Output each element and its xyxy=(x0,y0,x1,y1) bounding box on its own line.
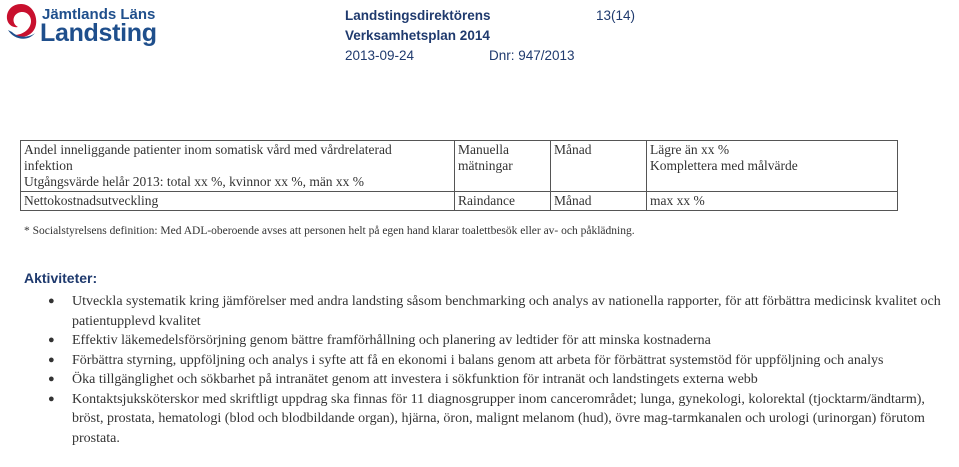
table-row xyxy=(21,141,898,192)
method-cell: Manuella mätningar xyxy=(455,141,551,192)
indicator-cell: Andel inneliggande patienter inom somatisk vård med vårdrelaterad infektion Utgångsvärde helår 2013: total xx %, kvinnor xx %, män xx % xyxy=(21,141,455,192)
bullet-icon: ● xyxy=(48,392,55,405)
bullet-icon: ● xyxy=(48,334,55,346)
header-title: Landstingsdirektörens xyxy=(345,8,491,23)
frequency-cell: Månad xyxy=(551,141,647,192)
list-item: ● Utveckla systematik kring jämförelser med andra landsting såsom benchmarking och analys av nationella rapporter, för att förbättra medicinsk kvalitet och patientupplevd kvalitet xyxy=(48,294,941,329)
logo-swirl-icon xyxy=(4,2,38,42)
header-date: 2013-09-24 xyxy=(345,48,415,63)
target-cell: max xx % xyxy=(647,192,898,211)
bullet-icon: ● xyxy=(48,353,55,366)
method-cell: Raindance xyxy=(455,192,551,211)
activities-title: Aktiviteter: xyxy=(24,270,98,286)
bullet-icon: ● xyxy=(48,373,55,385)
logo-text-line1: Jämtlands Läns xyxy=(42,6,156,23)
logo-text-line2: Landsting xyxy=(40,19,157,47)
list-item: ● Öka tillgänglighet och sökbarhet på intranätet genom att investera i sökfunktion för intranät och landstingets externa webb xyxy=(0,370,959,390)
header-subtitle: Verksamhetsplan 2014 xyxy=(345,28,490,43)
table-row xyxy=(21,192,898,211)
target-cell: Lägre än xx % Komplettera med målvärde xyxy=(647,141,898,192)
header-dnr: Dnr: 947/2013 xyxy=(489,48,575,63)
bullet-icon: ● xyxy=(48,295,55,307)
footnote: * Socialstyrelsens definition: Med ADL-oberoende avses att personen helt på egen hand klarar toalettbesök eller av- och påklädning. xyxy=(24,225,635,237)
list-item: ● Effektiv läkemedelsförsörjning genom bättre framförhållning och planering av ledtider för att minska kostnaderna xyxy=(0,331,959,351)
page-number: 13(14) xyxy=(596,8,636,23)
list-item: ● Förbättra styrning, uppföljning och analys i syfte att få en ekonomi i balans genom att arbeta för förbättrat systemstöd för uppföljning och analys xyxy=(0,351,959,371)
frequency-cell: Månad xyxy=(551,192,647,211)
activities-list xyxy=(0,292,959,448)
landsting-logo xyxy=(4,0,164,48)
goals-table xyxy=(20,140,898,211)
list-item: ● Kontaktsjuksköterskor med skriftligt uppdrag ska finnas för 11 diagnosgrupper inom cancerområdet; lunga, gynekologi, kolorektal (tjocktarm/ändtarm), bröst, prostata, hematologi (blod och blodbildande organ), hjärna, öron, malignt melanom (hud), övre mag-tarmkanalen och urologi (urinorgan) förutom prostata. xyxy=(48,391,925,446)
indicator-cell: Nettokostnadsutveckling xyxy=(21,192,455,211)
